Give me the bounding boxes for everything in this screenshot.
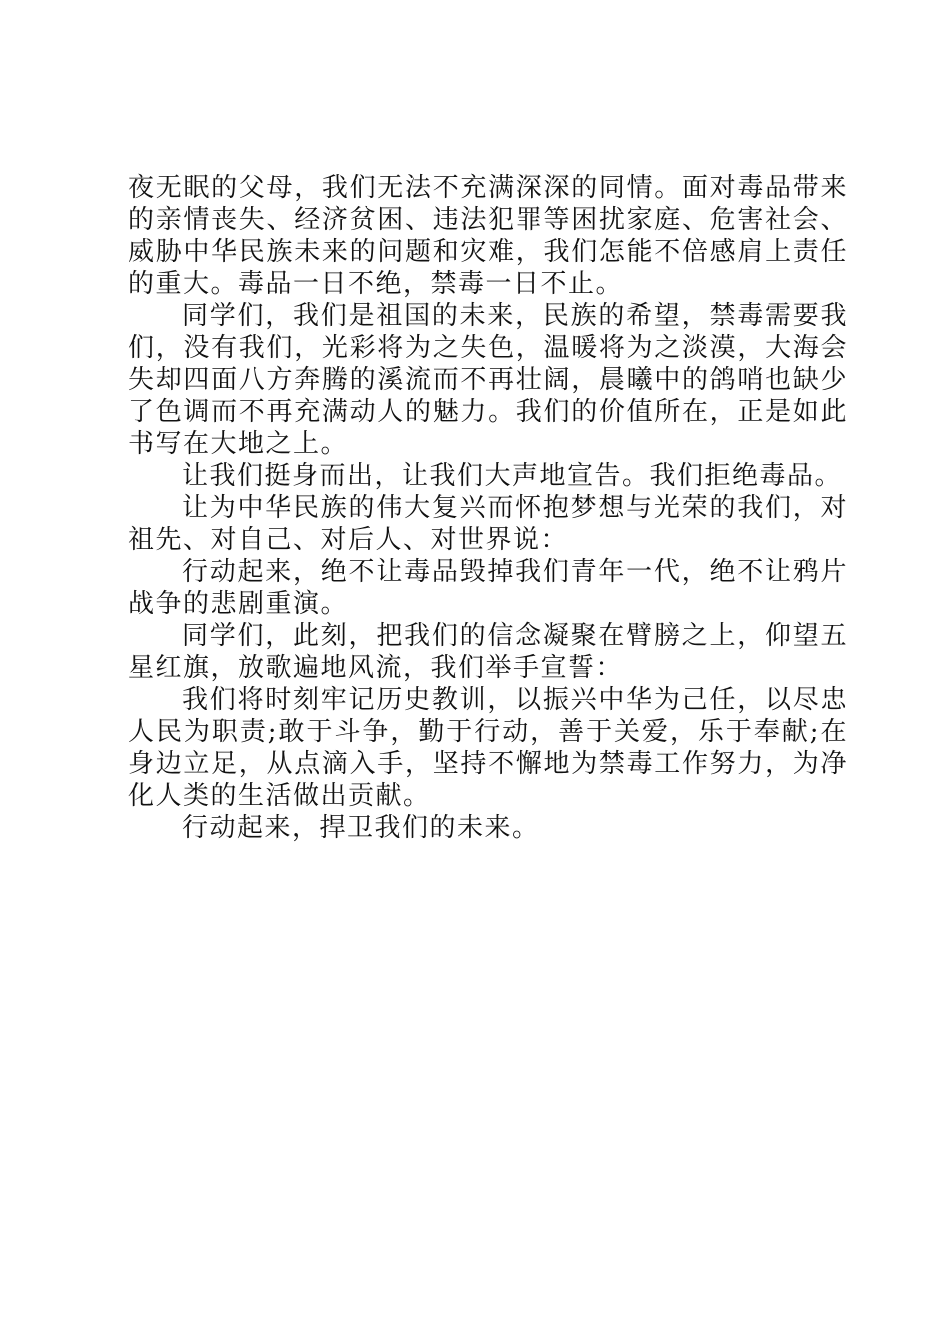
paragraph-6: 同学们，此刻，把我们的信念凝聚在臂膀之上，仰望五星红旗，放歌遍地风流，我们举手宣誓： <box>128 621 848 683</box>
paragraph-3: 让我们挺身而出，让我们大声地宣告。我们拒绝毒品。 <box>182 461 843 491</box>
paragraph-7: 我们将时刻牢记历史教训，以振兴中华为己任，以尽忠人民为职责;敢于斗争，勤于行动，善于关爱，乐于奉献;在身边立足，从点滴入手，坚持不懈地为禁毒工作努力，为净化人类的生活做出贡献。 <box>128 685 848 811</box>
paragraph-4: 让为中华民族的伟大复兴而怀抱梦想与光荣的我们，对祖先、对自己、对后人、对世界说： <box>128 493 848 555</box>
paragraph-2: 同学们，我们是祖国的未来，民族的希望，禁毒需要我们，没有我们，光彩将为之失色，温暖将为之淡漠，大海会失却四面八方奔腾的溪流而不再壮阔，晨曦中的鸽哨也缺少了色调而不再充满动人的魅力。我们的价值所在，正是如此书写在大地之上。 <box>128 301 848 459</box>
document-body <box>128 172 848 844</box>
paragraph-5: 行动起来，绝不让毒品毁掉我们青年一代，绝不让鸦片战争的悲剧重演。 <box>128 557 848 619</box>
paragraph-8: 行动起来，捍卫我们的未来。 <box>182 813 540 843</box>
paragraph-1: 夜无眠的父母，我们无法不充满深深的同情。面对毒品带来的亲情丧失、经济贫困、违法犯罪等困扰家庭、危害社会、威胁中华民族未来的问题和灾难，我们怎能不倍感肩上责任的重大。毒品一日不绝，禁毒一日不止。 <box>128 173 848 299</box>
